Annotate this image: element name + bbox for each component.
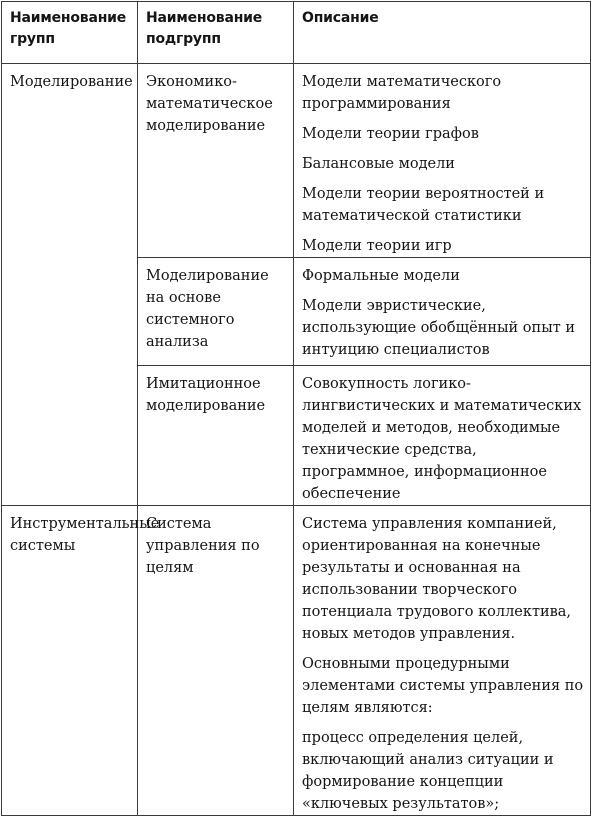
subgroup-name: Система управления по целям [146, 516, 260, 576]
description-cell [294, 506, 591, 816]
group-name-cell [2, 64, 138, 506]
classification-table [1, 1, 591, 816]
description-cell [294, 64, 591, 258]
table-row [2, 506, 591, 816]
subgroup-name-cell [138, 64, 294, 258]
table-row [2, 64, 591, 258]
description-item: Модели теории вероятностей и математической статистики [302, 186, 545, 224]
description-cell [294, 366, 591, 506]
description-item: Модели математического программирования [302, 74, 502, 112]
group-name-cell [2, 506, 160, 816]
description-item: Модели теории графов [302, 126, 479, 142]
description-item: Совокупность логико-лингвистических и математических моделей и методов, необходимые технические средства, программное, информационное обеспечение [302, 376, 582, 502]
description-item: Модели теории игр [302, 238, 452, 254]
description-cell [294, 258, 591, 366]
description-item: Формальные модели [302, 268, 460, 284]
group-name: Моделирование [10, 74, 133, 90]
header-groups: Наименование групп [2, 2, 138, 64]
description-item: Балансовые модели [302, 156, 455, 172]
subgroup-name-cell [138, 258, 294, 366]
subgroup-name: Имитационное моделирование [146, 376, 266, 414]
header-subgroups: Наименование подгрупп [138, 2, 294, 64]
group-name: Инструментальные системы [10, 516, 160, 554]
description-item: Система управления компанией, ориентированная на конечные результаты и основанная на использовании творческого потенциала трудового коллектива, новых методов управления. [302, 516, 572, 642]
description-item: процесс определения целей, включающий анализ ситуации и формирование концепции «ключевых результатов»; [302, 730, 554, 812]
subgroup-name-cell [138, 506, 294, 816]
description-item: Модели эвристические, использующие обобщённый опыт и интуицию специалистов [302, 298, 576, 358]
subgroup-name: Экономико-математическое моделирование [146, 74, 273, 134]
description-item: Основными процедурными элементами системы управления по целям являются: [302, 656, 584, 716]
header-description: Описание [294, 2, 591, 64]
header-row [2, 2, 591, 64]
subgroup-name-cell [138, 366, 294, 506]
table-body [2, 64, 591, 816]
table-header [2, 2, 591, 64]
subgroup-name: Моделирование на основе системного анализа [146, 268, 269, 350]
